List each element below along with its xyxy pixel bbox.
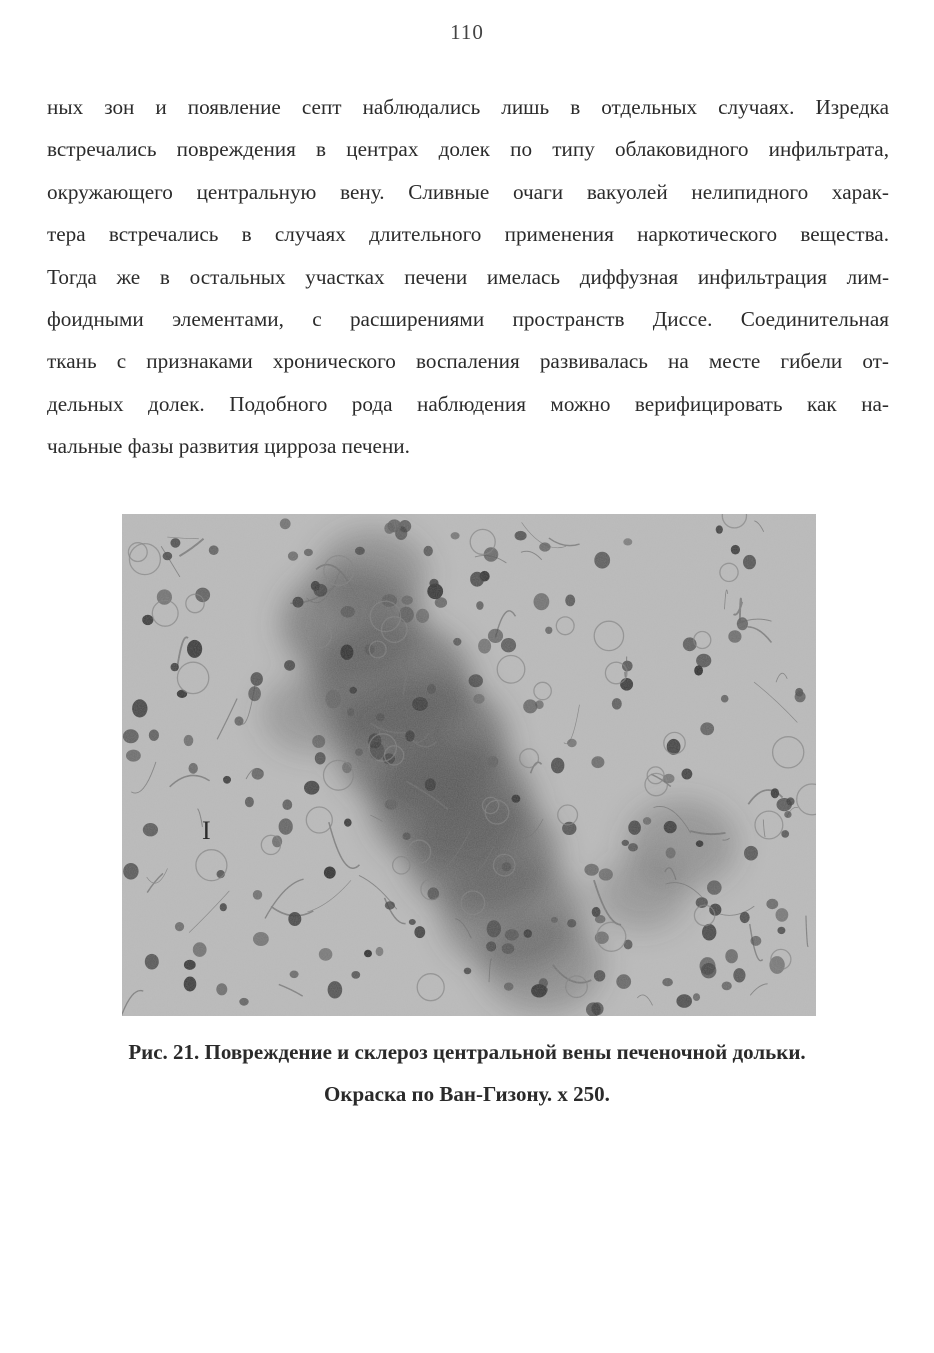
micrograph-figure (122, 514, 816, 1016)
text-line: тера встречались в случаях длительного применения наркотического вещества. (47, 222, 889, 247)
body-paragraph (47, 86, 889, 468)
text-line: ткань с признаками хронического воспаления развивалась на месте гибели от- (47, 349, 889, 374)
text-line: чальные фазы развития цирроза печени. (47, 434, 410, 459)
figure-caption-title: Рис. 21. Повреждение и склероз центральной вены печеночной дольки. (128, 1040, 806, 1064)
film-grain (122, 514, 816, 1016)
micrograph-image (122, 514, 816, 1016)
text-line: ных зон и появление септ наблюдались лишь в отдельных случаях. Изредка (47, 95, 889, 119)
text-line: фоидными элементами, с расширениями пространств Диссе. Соединительная (47, 306, 889, 331)
text-line: Тогда же в остальных участках печени имелась диффузная инфильтрация лим- (47, 264, 889, 289)
text-line: встречались повреждения в центрах долек по типу облаковидного инфильтрата, (47, 137, 889, 162)
page-number: 110 (450, 20, 484, 44)
text-line: дельных долек. Подобного рода наблюдения можно верифицировать как на- (47, 391, 889, 416)
text-line: окружающего центральную вену. Сливные очаги вакуолей нелипидного харак- (47, 179, 889, 204)
micrograph-label: I (202, 816, 211, 845)
figure-caption-stain: Окраска по Ван-Гизону. х 250. (324, 1082, 610, 1106)
